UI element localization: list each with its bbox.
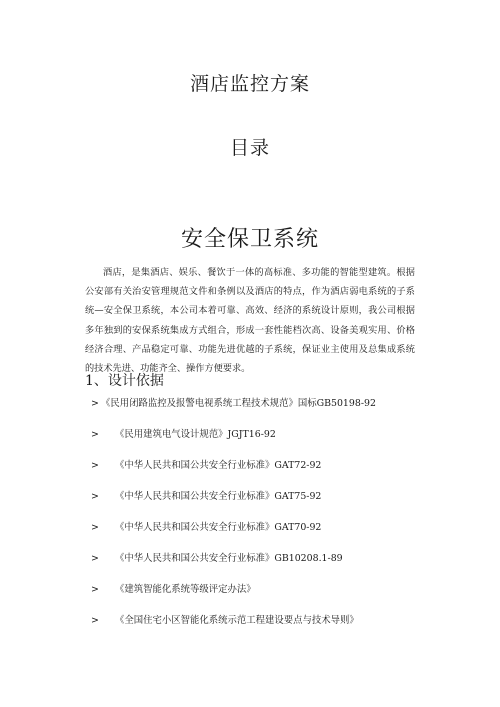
list-item <box>91 460 321 472</box>
list-item-text: 《民用闭路监控及报警电视系统工程技术规范》国标GB50198-92 <box>101 398 376 409</box>
list-item <box>91 398 376 410</box>
document-title: 酒店监控方案 <box>189 73 310 95</box>
toc-heading: 目录 <box>229 137 270 159</box>
list-marker: > <box>91 584 99 595</box>
list-item <box>91 553 343 565</box>
list-item-text: 《中华人民共和国公共安全行业标准》GB10208.1-89 <box>115 553 343 564</box>
list-marker: > <box>91 615 99 626</box>
list-item-text: 《中华人民共和国公共安全行业标准》GAT70-92 <box>115 522 322 533</box>
list-marker: > <box>91 491 99 502</box>
list-item <box>91 429 276 441</box>
section-heading-design-basis: 1、设计依据 <box>85 373 164 389</box>
list-marker: > <box>91 429 99 440</box>
list-item-text: 《建筑智能化系统等级评定办法》 <box>115 584 256 595</box>
list-marker: > <box>91 522 99 533</box>
list-item <box>91 522 321 534</box>
list-item-text: 《中华人民共和国公共安全行业标准》GAT75-92 <box>115 491 322 502</box>
list-item <box>91 584 256 596</box>
list-item-text: 《民用建筑电气设计规范》JGJT16-92 <box>115 429 276 440</box>
list-marker: > <box>91 398 99 409</box>
section-title-security-system: 安全保卫系统 <box>180 227 319 252</box>
list-item <box>91 615 359 627</box>
list-item-text: 《全国住宅小区智能化系统示范工程建设要点与技术导则》 <box>115 615 359 626</box>
list-marker: > <box>91 553 99 564</box>
list-item-text: 《中华人民共和国公共安全行业标准》GAT72-92 <box>115 460 322 471</box>
intro-paragraph: 酒店，是集酒店、娱乐、餐饮于一体的高标准、多功能的智能型建筑。根据公安部有关治安管理规范文件和条例以及酒店的特点，作为酒店弱电系统的子系统—安全保卫系统，本公司本着可靠、高效、经济的系统设计原则，我公司根据多年独到的安保系统集成方式组合，形成一套性能档次高、设备美观实用、价格经济合理、产品稳定可靠、功能先进优越的子系统，保证业主使用及总集成系统的技术先进、功能齐全、操作方便要求。 <box>85 267 415 375</box>
list-marker: > <box>91 460 99 471</box>
list-item <box>91 491 321 503</box>
